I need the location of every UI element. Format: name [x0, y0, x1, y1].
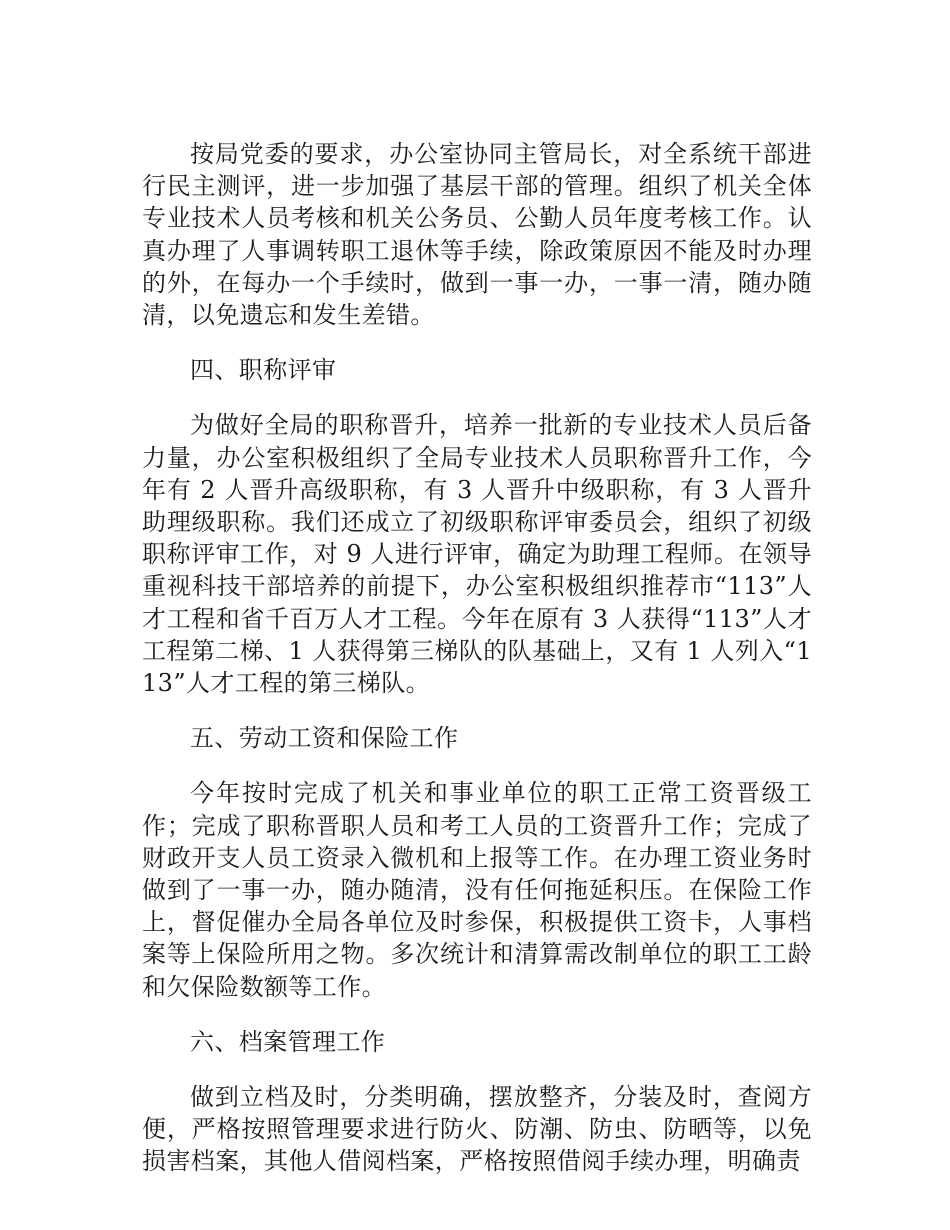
- paragraph-cadre-management: 按局党委的要求，办公室协同主管局长，对全系统干部进行民主测评，进一步加强了基层干部的管理。组织了机关全体专业技术人员考核和机关公务员、公勤人员年度考核工作。认真办理了人事调转职工退休等手续，除政策原因不能及时办理的外，在每办一个手续时，做到一事一办，一事一清，随办随清，以免遗忘和发生差错。: [142, 140, 812, 330]
- paragraph-archive-management: 做到立档及时，分类明确，摆放整齐，分装及时，查阅方便，严格按照管理要求进行防火、防潮、防虫、防晒等，以免损害档案，其他人借阅档案，严格按照借阅手续办理，明确责: [142, 1083, 812, 1176]
- paragraph-title-evaluation: 为做好全局的职称晋升，培养一批新的专业技术人员后备力量，办公室积极组织了全局专业技术人员职称晋升工作，今年有 2 人晋升高级职称，有 3 人晋升中级职称，有 3 人晋升助理级职称。我们还成立了初级职称评审委员会，组织了初级职称评审工作，对 9 人进行评审，确定为助理工程师。在领导重视科技干部培养的前提下，办公室积极组织推荐市“113”人才工程和省千百万人才工程。今年在原有 3 人获得“113”人才工程第二梯、1 人获得第三梯队的队基础上，又有 1 人列入“113”人才工程的第三梯队。: [142, 411, 812, 698]
- document-body: [142, 138, 812, 1201]
- section-heading-wages-insurance: 五、劳动工资和保险工作: [190, 724, 459, 753]
- paragraph-wages-insurance: 今年按时完成了机关和事业单位的职工正常工资晋级工作；完成了职称晋职人员和考工人员的工资晋升工作；完成了财政开支人员工资录入微机和上报等工作。在办理工资业务时做到了一事一办，随办随清，没有任何拖延积压。在保险工作上，督促催办全局各单位及时参保，积极提供工资卡，人事档案等上保险所用之物。多次统计和清算需改制单位的职工工龄和欠保险数额等工作。: [142, 779, 812, 1001]
- section-heading-archive-management: 六、档案管理工作: [190, 1027, 386, 1056]
- section-heading-title-evaluation: 四、职称评审: [190, 356, 337, 385]
